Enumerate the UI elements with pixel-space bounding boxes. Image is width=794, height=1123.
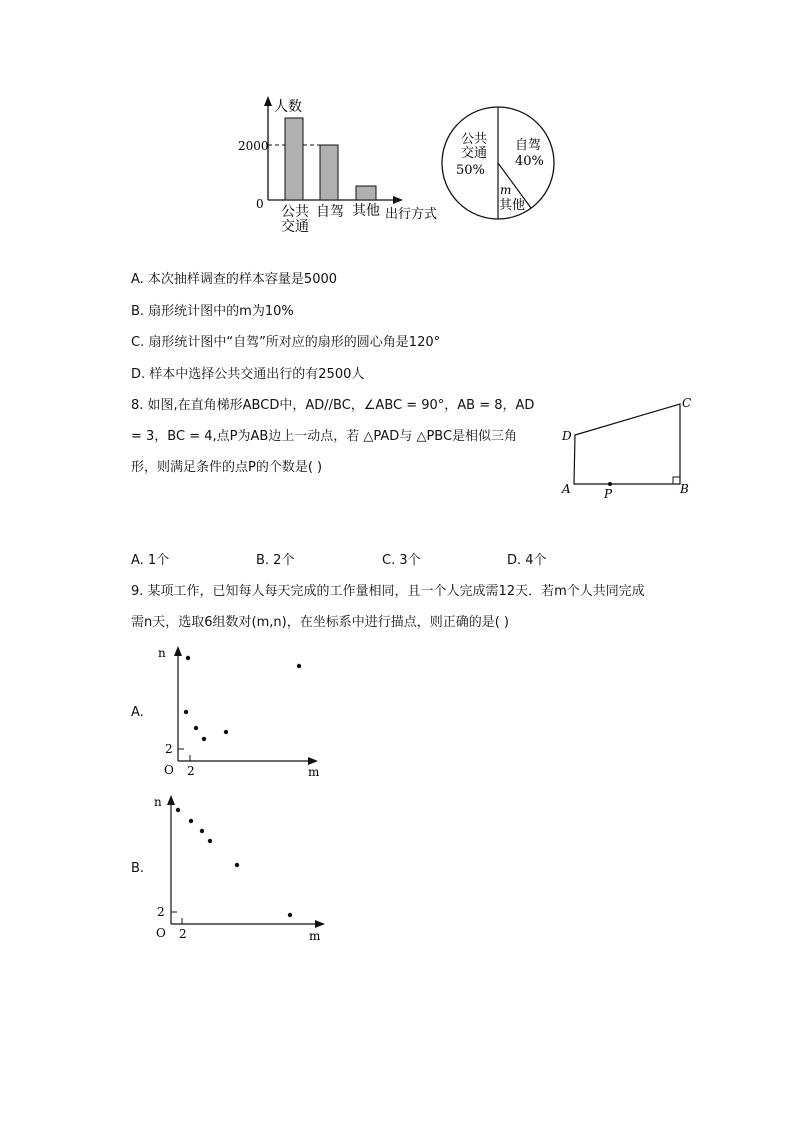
- graph-b-point: [235, 863, 239, 867]
- q8-option-d: D. 4个: [507, 553, 547, 568]
- q8-text-line3: 形，则满足条件的点P的个数是( ): [131, 460, 323, 475]
- pie-chart: [436, 92, 558, 232]
- y-axis-arrow: [264, 96, 272, 106]
- graph-b-x-arrow: [315, 920, 325, 928]
- q9-text-line2: 需n天，选取6组数对(m,n)，在坐标系中进行描点，则正确的是( ): [131, 615, 509, 630]
- graph-a-tick-x-label: 2: [187, 764, 195, 778]
- q7-option-b: B. 扇形统计图中的m为10%: [131, 304, 294, 319]
- graph-a-point: [194, 726, 198, 730]
- bar-chart: [230, 92, 450, 237]
- graph-a-point: [184, 710, 188, 714]
- graph-a-origin: O: [164, 763, 174, 777]
- cat-self-drive: 自驾: [316, 204, 344, 220]
- graph-a-x-arrow: [308, 757, 318, 765]
- graph-a-tick-y-label: 2: [165, 742, 173, 756]
- pie-label-public-pct: 50%: [456, 163, 485, 178]
- graph-a-m-label: m: [308, 765, 320, 778]
- pie-label-self-pct: 40%: [515, 154, 544, 169]
- graph-a-y-arrow: [174, 646, 182, 656]
- pie-label-self-name: 自驾: [515, 138, 542, 153]
- label-p: P: [604, 487, 613, 501]
- graph-b-tick-y-label: 2: [157, 905, 165, 919]
- graph-a-n-label: n: [158, 646, 166, 660]
- graph-b-n-label: n: [154, 795, 162, 809]
- q8-option-a: A. 1个: [131, 553, 170, 568]
- q7-option-c: C. 扇形统计图中“自驾”所对应的扇形的圆心角是120°: [131, 335, 441, 350]
- q9-option-a-label: A.: [131, 705, 144, 720]
- graph-b-m-label: m: [309, 929, 321, 943]
- graph-a: [150, 643, 330, 778]
- q9-option-b-label: B.: [131, 861, 145, 876]
- q7-option-a: A. 本次抽样调查的样本容量是5000: [131, 272, 338, 287]
- graph-b-point: [176, 808, 180, 812]
- trapezoid-figure: [556, 392, 702, 504]
- y-axis-label: 人数: [274, 99, 302, 115]
- point-p: [608, 482, 612, 486]
- bar-public-transport: [285, 118, 303, 200]
- label-c: C: [682, 396, 692, 410]
- q7-option-d: D. 样本中选择公共交通出行的有2500人: [131, 367, 365, 382]
- graph-b-point: [288, 913, 292, 917]
- graph-b: [145, 790, 335, 950]
- cat-public-line2: 交通: [281, 219, 309, 235]
- graph-a-point: [297, 664, 301, 668]
- origin-label: 0: [256, 197, 264, 211]
- graph-a-point: [224, 730, 228, 734]
- cat-other: 其他: [352, 203, 380, 219]
- graph-a-point: [202, 737, 206, 741]
- graph-b-point: [189, 819, 193, 823]
- graph-b-point: [208, 839, 212, 843]
- cat-public-line1: 公共: [281, 204, 309, 220]
- label-b: B: [680, 482, 689, 496]
- x-axis-arrow: [393, 196, 403, 204]
- pie-label-other-m: m: [500, 183, 512, 197]
- graph-b-point: [200, 829, 204, 833]
- x-axis-label: 出行方式: [385, 207, 438, 222]
- bar-self-drive: [320, 145, 338, 200]
- graph-b-origin: O: [156, 926, 166, 940]
- q9-text-line1: 9. 某项工作，已知每人每天完成的工作量相同，且一个人完成需12天．若m个人共同完成: [131, 584, 645, 599]
- graph-b-y-arrow: [167, 795, 175, 805]
- pie-label-public-line1: 公共: [461, 132, 488, 147]
- graph-b-tick-x-label: 2: [179, 927, 187, 941]
- q8-text-line1: 8. 如图,在直角梯形ABCD中，AD//BC，∠ABC = 90°，AB = 8，AD: [131, 398, 535, 413]
- q8-text-line2: = 3，BC = 4,点P为AB边上一动点，若 △PAD与 △PBC是相似三角: [131, 429, 518, 444]
- q8-option-c: C. 3个: [382, 553, 421, 568]
- tick-2000: 2000: [238, 139, 269, 153]
- right-angle-mark: [673, 477, 680, 484]
- pie-label-other-name: 其他: [499, 198, 526, 213]
- q8-option-b: B. 2个: [256, 553, 295, 568]
- graph-a-point: [186, 656, 190, 660]
- pie-label-public-line2: 交通: [461, 146, 488, 161]
- label-a: A: [562, 482, 571, 496]
- trapezoid-abcd: [574, 404, 680, 484]
- bar-other: [356, 186, 376, 200]
- label-d: D: [562, 429, 572, 443]
